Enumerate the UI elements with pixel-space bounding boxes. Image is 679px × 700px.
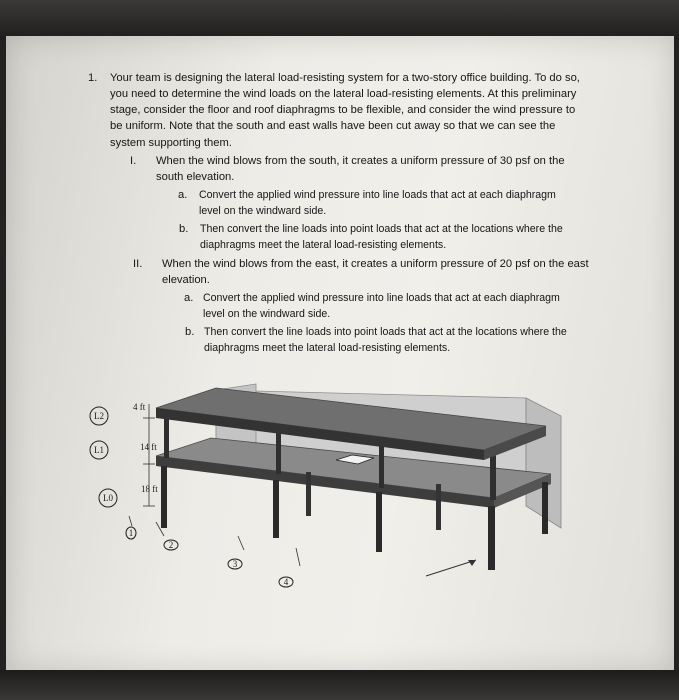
intro-line-4: be uniform. Note that the south and east walls have been cut away so that we can see the	[110, 120, 556, 132]
part-2-line-2: elevation.	[162, 274, 210, 286]
part-1b-line-1: Then convert the line loads into point loads that act at the locations where the	[200, 223, 563, 235]
column	[161, 466, 167, 528]
part-1-line-1: When the wind blows from the south, it creates a uniform pressure of 30 psf on the	[156, 155, 565, 167]
level-label: L1	[94, 445, 104, 455]
part-1-line-2: south elevation.	[156, 171, 235, 183]
level-label: L0	[103, 493, 113, 503]
grid-number: 4	[283, 577, 289, 587]
part-2-marker: II.	[133, 258, 143, 270]
column	[376, 492, 382, 552]
column	[490, 450, 496, 500]
dimension-label: 14 ft	[140, 442, 157, 452]
column	[273, 480, 279, 538]
grid-number: 2	[168, 540, 174, 550]
dimension-label: 18 ft	[141, 484, 158, 494]
intro-line-5: system supporting them.	[110, 137, 232, 149]
part-2a-line-2: level on the windward side.	[203, 308, 331, 320]
column	[306, 472, 311, 516]
column	[488, 506, 495, 570]
part-2a-line-1: Convert the applied wind pressure into line loads that act at each diaphragm	[203, 292, 560, 304]
part-1b-line-2: diaphragms meet the lateral load-resisting elements.	[200, 239, 447, 251]
grid-line	[129, 516, 132, 526]
document-page	[6, 36, 674, 672]
column	[542, 482, 548, 534]
part-1-marker: I.	[130, 155, 137, 167]
part-2b-line-1: Then convert the line loads into point loads that act at the locations where the	[204, 326, 567, 338]
dimension-label: 4 ft	[133, 402, 146, 412]
north-arrow	[426, 560, 476, 576]
intro-line-3: stage, consider the floor and roof diaphragms to be flexible, and consider the wind pressure to	[110, 104, 576, 116]
part-1b-marker: b.	[179, 223, 189, 235]
level-label: L2	[94, 411, 104, 421]
intro-line-2: you need to determine the wind loads on the lateral load-resisting elements. At this preliminary	[110, 88, 577, 100]
column	[436, 484, 441, 530]
grid-line	[296, 548, 300, 566]
part-2b-line-2: diaphragms meet the lateral load-resisting elements.	[204, 342, 451, 354]
grid-number: 1	[128, 528, 134, 538]
part-1a-line-1: Convert the applied wind pressure into line loads that act at each diaphragm	[199, 189, 556, 201]
monitor-bezel-top	[0, 0, 679, 40]
part-2a-marker: a.	[184, 292, 194, 304]
building-figure	[6, 36, 674, 672]
grid-line	[238, 536, 244, 550]
monitor-bezel-bottom	[0, 670, 679, 700]
intro-line-1: Your team is designing the lateral load-resisting system for a two-story office building. To do so,	[110, 72, 580, 84]
part-1a-line-2: level on the windward side.	[199, 205, 327, 217]
north-arrow-head	[468, 560, 476, 566]
part-1a-marker: a.	[178, 189, 188, 201]
problem-number: 1.	[88, 72, 98, 84]
part-2b-marker: b.	[185, 326, 195, 338]
grid-number: 3	[232, 559, 238, 569]
part-2-line-1: When the wind blows from the east, it creates a uniform pressure of 20 psf on the east	[162, 258, 589, 270]
